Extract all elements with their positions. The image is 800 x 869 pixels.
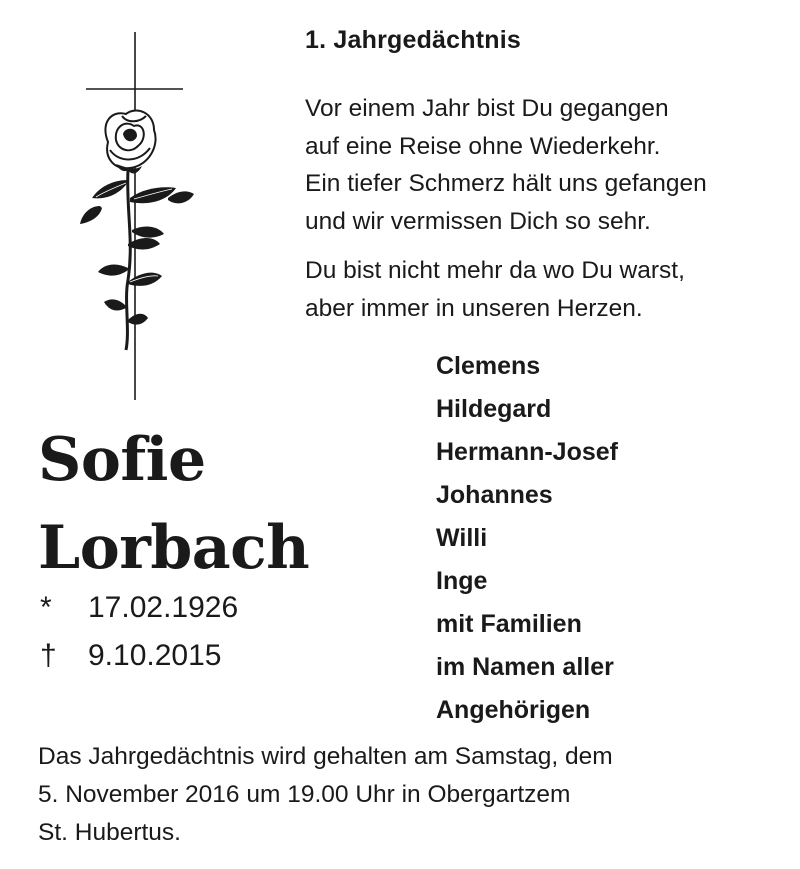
birth-symbol: * [40,591,52,624]
death-date: 9.10.2015 [88,639,222,672]
poem-stanza-1 [305,90,707,240]
mourner-line: Angehörigen [436,696,591,724]
announcement-line: Das Jahrgedächtnis wird gehalten am Samstag, dem [38,743,613,770]
mourner-name: Clemens [436,352,541,380]
death-date-line [40,641,221,671]
anniversary-heading: 1. Jahrgedächtnis [305,26,521,54]
deceased-first-name: Sofie [38,425,206,495]
birth-date: 17.02.1926 [88,591,239,624]
mourner-name: Johannes [436,481,553,509]
poem-line: auf eine Reise ohne Wiederkehr. [305,132,661,160]
cross-with-rose-icon [78,30,198,402]
mourner-line: mit Familien [436,610,582,638]
poem-line: Vor einem Jahr bist Du gegangen [305,95,669,122]
death-symbol: † [40,639,57,672]
mourner-name: Hermann-Josef [436,438,618,466]
poem-line: und wir vermissen Dich so sehr. [305,207,651,235]
mourners-list [436,345,618,732]
announcement-line: St. Hubertus. [38,819,181,846]
poem-stanza-2 [305,252,685,327]
birth-date-line [40,593,238,623]
mourner-name: Inge [436,567,488,595]
poem-line: Du bist nicht mehr da wo Du warst, [305,257,685,284]
service-announcement [38,738,613,852]
poem-line: Ein tiefer Schmerz hält uns gefangen [305,170,707,197]
mourner-name: Willi [436,524,488,552]
mourner-name: Hildegard [436,395,552,423]
deceased-last-name: Lorbach [38,513,310,583]
announcement-line: 5. November 2016 um 19.00 Uhr in Obergartzem [38,781,571,808]
poem-line: aber immer in unseren Herzen. [305,294,643,322]
mourner-line: im Namen aller [436,653,614,681]
